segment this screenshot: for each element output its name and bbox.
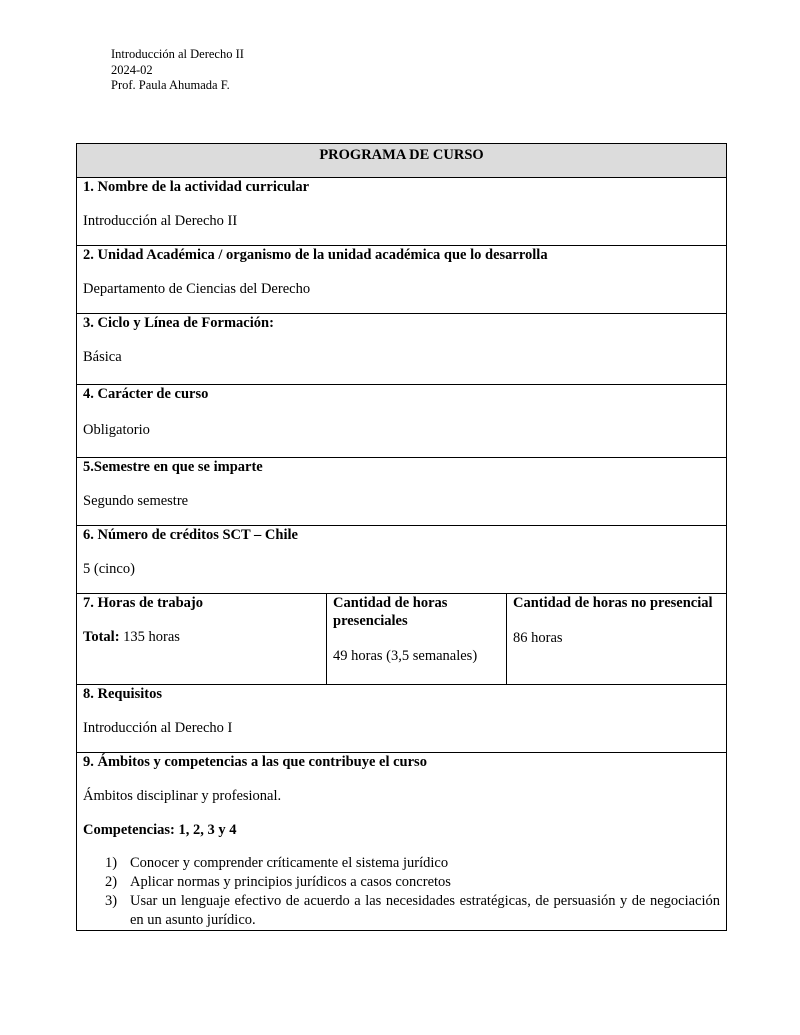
- section-value: Departamento de Ciencias del Derecho: [83, 281, 311, 297]
- competencies-list: [83, 854, 720, 930]
- section-label: 3. Ciclo y Línea de Formación:: [83, 315, 274, 331]
- section-label: 1. Nombre de la actividad curricular: [83, 179, 310, 195]
- document-header: [111, 47, 244, 94]
- list-item-text: Usar un lenguaje efectivo de acuerdo a las necesidades estratégicas, de persuasión y de negociación en un asunto jurídico.: [130, 893, 721, 928]
- section-work-hours: [77, 594, 327, 685]
- section-course-type: [77, 385, 727, 458]
- total-label: Total:: [83, 629, 120, 645]
- no-presencial-value: 86 horas: [513, 630, 563, 646]
- section-academic-unit: [77, 246, 727, 314]
- section-semester: [77, 458, 727, 526]
- section-value: Introducción al Derecho II: [83, 213, 238, 229]
- presencial-value: 49 horas (3,5 semanales): [333, 648, 478, 664]
- section-requirements: [77, 685, 727, 753]
- program-title: PROGRAMA DE CURSO: [77, 144, 727, 178]
- list-item: [83, 873, 720, 892]
- professor-name: Prof. Paula Ahumada F.: [111, 78, 230, 92]
- list-item-text: Aplicar normas y principios jurídicos a casos concretos: [130, 874, 451, 890]
- total-value: 135 horas: [123, 629, 180, 645]
- list-item-number: 2): [105, 874, 118, 890]
- section-value: Introducción al Derecho I: [83, 720, 233, 736]
- section-label: 7. Horas de trabajo: [83, 595, 204, 611]
- no-presencial-label: Cantidad de horas no presencial: [513, 595, 713, 611]
- section-value: 5 (cinco): [83, 561, 135, 577]
- section-presencial-hours: [327, 594, 507, 685]
- section-label: 4. Carácter de curso: [83, 386, 209, 402]
- competencies-heading: Competencias: 1, 2, 3 y 4: [83, 822, 237, 838]
- list-item-number: 1): [105, 855, 118, 871]
- section-activity-name: [77, 178, 727, 246]
- section-label: 2. Unidad Académica / organismo de la unidad académica que lo desarrolla: [83, 247, 548, 263]
- list-item: [83, 854, 720, 873]
- section-label: 5.Semestre en que se imparte: [83, 459, 263, 475]
- list-item-text: Conocer y comprender críticamente el sistema jurídico: [130, 855, 449, 871]
- total-hours: [83, 628, 320, 646]
- section-credits: [77, 526, 727, 594]
- section-no-presencial-hours: [507, 594, 727, 685]
- section-value: Básica: [83, 349, 122, 365]
- section-label: 8. Requisitos: [83, 686, 162, 702]
- section-value: Segundo semestre: [83, 493, 189, 509]
- section-cycle: [77, 314, 727, 385]
- section-value: Obligatorio: [83, 422, 150, 438]
- list-item: [83, 892, 720, 930]
- list-item-number: 3): [105, 893, 118, 909]
- program-table: [76, 143, 727, 931]
- section-label: 6. Número de créditos SCT – Chile: [83, 527, 298, 543]
- course-period: 2024-02: [111, 62, 153, 77]
- course-name: Introducción al Derecho II: [111, 47, 244, 61]
- section-competencies: [77, 753, 727, 931]
- section-label: 9. Ámbitos y competencias a las que contribuye el curso: [83, 754, 427, 770]
- presencial-label: Cantidad de horas presenciales: [333, 595, 448, 629]
- competencies-scope: Ámbitos disciplinar y profesional.: [83, 788, 282, 804]
